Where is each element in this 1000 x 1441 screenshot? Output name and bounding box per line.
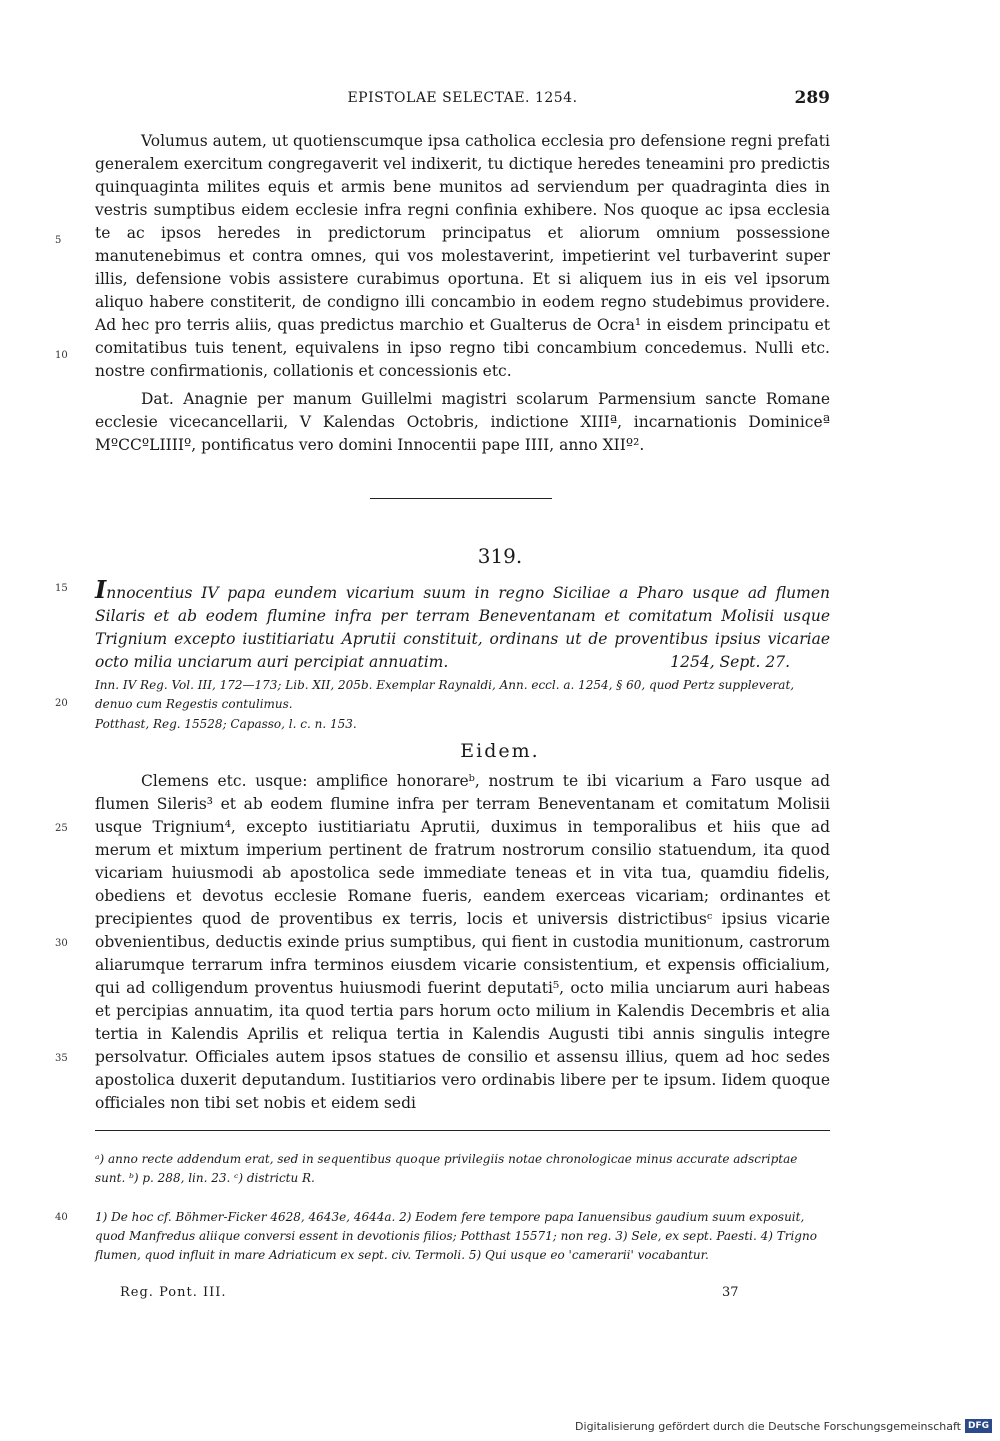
potthast-reference: Potthast, Reg. 15528; Capasso, l. c. n. 153.	[95, 717, 357, 731]
credit-text: Digitalisierung gefördert durch die Deutsche Forschungsgemeinschaft	[575, 1419, 961, 1433]
line-number: 5	[55, 235, 62, 246]
running-title: EPISTOLAE SELECTAE. 1254.	[347, 90, 578, 106]
regest-text: nnocentius IV papa eundem vicarium suum in regno Siciliae a Pharo usque ad flumen Silaris et ab eodem flumine infra per terram Beneventanam et comitatum Molisii usque Trignium excepto iustitiariatu Aprutii constituit, ordinans ut de proventibus ipsius vicariae octo milia unciarum auri percipiat annuatim.	[95, 584, 830, 671]
section-divider	[370, 498, 552, 499]
line-number: 35	[55, 1053, 68, 1064]
line-number: 15	[55, 583, 68, 594]
dfg-credit	[575, 1419, 992, 1433]
paragraph-confirmation: Volumus autem, ut quotienscumque ipsa catholica ecclesia pro defensione regni prefati generalem exercitum congregaverit vel indixerit, tu dictique heredes teneamini pro predictis quinquaginta milites equis et armis bene munitos ad serviendum per quadraginta dies in vestris sumptibus eidem ecclesie infra regni confinia exhibere. Nos quoque ac ipsa ecclesia te ac ipsos heredes in predictorum principatus et aliorum omnium possessione manutenebimus et contra omnes, qui vos molestaverint, impetierint vel turbaverint super illis, defensione vobis assistere curabimus oportuna. Et si aliquem ius in eis vel ipsorum aliquo habere constiterit, de condigno illi concambio in eodem regno studebimus providere. Ad hec pro terris aliis, quas predictus marchio et Gualterus de Ocra¹ in eisdem principatu et comitatibus tuis tenent, equivalens in ipso regno tibi concambium concedemus. Nulli etc. nostre confirmationis, collationis et concessionis etc.	[95, 132, 830, 380]
addressee-heading: Eidem.	[460, 740, 540, 762]
line-number: 30	[55, 938, 68, 949]
footnotes-textual: ᵃ) anno recte addendum erat, sed in sequentibus quoque privilegiis notae chronologicae minus accurate adscriptae sunt. ᵇ) p. 288, lin. 23. ᶜ) districtu R.	[95, 1152, 798, 1185]
letter-text: Clemens etc. usque: amplifice honorareᵇ, nostrum te ibi vicarium a Faro usque ad flumen Sileris³ et ab eodem flumine infra per terram Beneventanam et comitatum Molisii usque Trignium⁴, excepto iustitiariatu Aprutii, duximus in temporalibus et hiis que ad merum et mixtum imperium pertinent de fratrum nostrorum consilio statuendum, ita quod vicariam huiusmodi ab apostolica sede immediate teneas et in vita tua, quamdiu fidelis, obediens et devotus ecclesie Romane fueris, eandem exerceas vicariam; ordinantes et precipientes quod de proventibus ex terris, locis et universis districtibusᶜ ipsius vicarie obvenientibus, deductis exinde prius sumptibus, qui fient in custodia munitionum, castrorum aliarumque terrarum infra terminos eiusdem vicarie consistentium, et expensis officialium, qui ad colligendum proventus huiusmodi fuerint deputati⁵, octo milia unciarum auri habeas et percipias annuatim, ita quod tertia pars horum octo milium in Kalendis Decembris et alia tertia in Kalendis Aprilis et reliqua tertia in Kalendis Augusti tibi annis singulis integre persolvatur. Officiales autem ipsos statues de consilio et assensu illius, quem ad hoc sedes apostolica duxerit deputandum. Iustitiarios vero ordinabis libere per te ipsum. Iidem quoque officiales non tibi set nobis et eidem sedi	[95, 772, 830, 1112]
paragraph-dating: Dat. Anagnie per manum Guillelmi magistri scolarum Parmensium sancte Romane ecclesie vicecancellarii, V Kalendas Octobris, indictione XIIIª, incarnationis Dominiceª MºCCºLIIIIº, pontificatus vero domini Innocentii pape IIII, anno XIIº².	[95, 390, 830, 454]
sheet-number: 37	[722, 1285, 739, 1300]
sheet-signature: Reg. Pont. III.	[120, 1285, 227, 1300]
line-number: 25	[55, 823, 68, 834]
dfg-logo: DFG	[965, 1419, 992, 1433]
page-number: 289	[794, 88, 830, 108]
regest-date: 1254, Sept. 27.	[670, 653, 790, 671]
footnote-divider	[95, 1130, 830, 1131]
line-number: 10	[55, 350, 68, 361]
line-number: 20	[55, 698, 68, 709]
line-number: 40	[55, 1212, 68, 1223]
source-reference: Inn. IV Reg. Vol. III, 172—173; Lib. XII, 205b. Exemplar Raynaldi, Ann. eccl. a. 1254, § 60, quod Pertz suppleverat, denuo cum Regestis contulimus.	[95, 678, 795, 711]
footnotes-commentary: 1) De hoc cf. Böhmer-Ficker 4628, 4643e, 4644a. 2) Eodem fere tempore papa Ianuensibus gaudium suum exposuit, quod Manfredus aliique conversi essent in devotionis filios; Potthast 15571; non reg. 3) Sele, ex sept. Paesti. 4) Trigno flumen, quod influit in mare Adriaticum ex sept. civ. Termoli. 5) Qui usque eo 'camerarii' vocabantur.	[95, 1210, 817, 1262]
regest-initial: I	[95, 575, 107, 604]
regest-summary	[95, 575, 830, 674]
running-header	[95, 90, 830, 112]
document-number: 319.	[477, 544, 523, 568]
